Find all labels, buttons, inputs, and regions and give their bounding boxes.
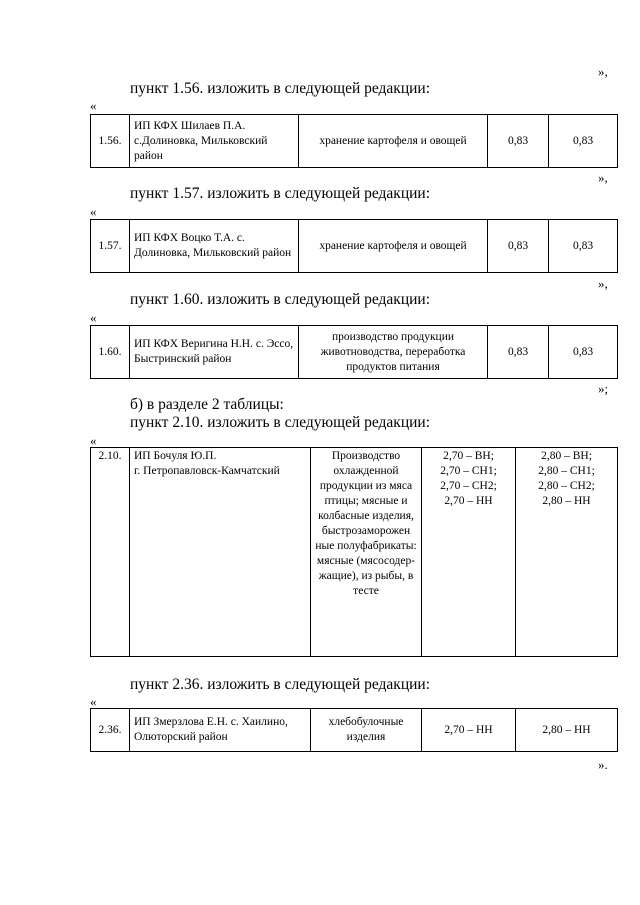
org-name-line: ИП Бочуля Ю.П. bbox=[134, 450, 217, 462]
value-1: 0,83 bbox=[488, 220, 549, 273]
closing-quote: », bbox=[598, 170, 608, 185]
row-number: 2.36. bbox=[91, 709, 130, 752]
table-2-36 bbox=[90, 708, 618, 752]
closing-quote: », bbox=[598, 64, 608, 79]
value-2: 0,83 bbox=[549, 220, 618, 273]
activity: производство продукции животноводства, переработка продуктов питания bbox=[299, 326, 488, 379]
value-1-line: 2,70 – НН bbox=[444, 495, 493, 507]
value-2-line: 2,80 – НН bbox=[542, 495, 591, 507]
activity: хранение картофеля и овощей bbox=[299, 220, 488, 273]
section-heading: пункт 2.36. изложить в следующей редакции: bbox=[130, 676, 431, 693]
org-name: ИП КФХ Шилаев П.А. с.Долиновка, Мильковский район bbox=[130, 115, 299, 168]
section-intro: б) в разделе 2 таблицы: bbox=[130, 396, 284, 413]
value-2: 0,83 bbox=[549, 326, 618, 379]
section-heading: пункт 1.57. изложить в следующей редакции: bbox=[130, 185, 431, 202]
table-2-10 bbox=[90, 447, 618, 657]
value-2-cell bbox=[516, 448, 618, 657]
section-heading: пункт 1.60. изложить в следующей редакции: bbox=[130, 291, 431, 308]
row-number: 2.10. bbox=[91, 448, 130, 657]
value-1: 2,70 – НН bbox=[422, 709, 516, 752]
closing-quote: »; bbox=[598, 381, 609, 396]
table-row bbox=[91, 220, 618, 273]
table-1-60 bbox=[90, 325, 618, 379]
table-row bbox=[91, 709, 618, 752]
row-number: 1.60. bbox=[91, 326, 130, 379]
org-location: г. Петропавловск-Камчатский bbox=[134, 465, 280, 477]
value-1-line: 2,70 – СН1; bbox=[440, 465, 497, 477]
value-1: 0,83 bbox=[488, 115, 549, 168]
table-1-57 bbox=[90, 219, 618, 273]
value-1-cell bbox=[422, 448, 516, 657]
activity: хранение картофеля и овощей bbox=[299, 115, 488, 168]
section-heading: пункт 1.56. изложить в следующей редакции: bbox=[130, 80, 431, 97]
opening-quote: « bbox=[90, 204, 97, 219]
opening-quote: « bbox=[90, 433, 97, 448]
opening-quote: « bbox=[90, 98, 97, 113]
opening-quote: « bbox=[90, 310, 97, 325]
value-1: 0,83 bbox=[488, 326, 549, 379]
activity: Производство охлажденной продукции из мяса птицы; мясные и колбасные изделия, быстрозаморожен ные полуфабрикаты: мясные (мясосодер-жащие), из рыбы, в тесте bbox=[311, 448, 422, 657]
table-1-56 bbox=[90, 114, 618, 168]
section-heading: пункт 2.10. изложить в следующей редакции: bbox=[130, 414, 431, 431]
opening-quote: « bbox=[90, 694, 97, 709]
value-1-line: 2,70 – ВН; bbox=[443, 450, 494, 462]
closing-quote: », bbox=[598, 276, 608, 291]
closing-quote: ». bbox=[598, 757, 608, 772]
table-row bbox=[91, 326, 618, 379]
org-cell bbox=[130, 448, 311, 657]
value-2-line: 2,80 – ВН; bbox=[541, 450, 592, 462]
value-2-line: 2,80 – СН2; bbox=[538, 480, 595, 492]
value-1-line: 2,70 – СН2; bbox=[440, 480, 497, 492]
table-row bbox=[91, 115, 618, 168]
org-name: ИП КФХ Веригина Н.Н. с. Эссо, Быстринский район bbox=[130, 326, 299, 379]
org-name: ИП Змерзлова Е.Н. с. Хаилино, Олюторский район bbox=[130, 709, 311, 752]
value-2-line: 2,80 – СН1; bbox=[538, 465, 595, 477]
value-2: 2,80 – НН bbox=[516, 709, 618, 752]
row-number: 1.57. bbox=[91, 220, 130, 273]
org-name: ИП КФХ Воцко Т.А. с. Долиновка, Мильковский район bbox=[130, 220, 299, 273]
value-2: 0,83 bbox=[549, 115, 618, 168]
row-number: 1.56. bbox=[91, 115, 130, 168]
activity: хлебобулочные изделия bbox=[311, 709, 422, 752]
table-row bbox=[91, 448, 618, 657]
